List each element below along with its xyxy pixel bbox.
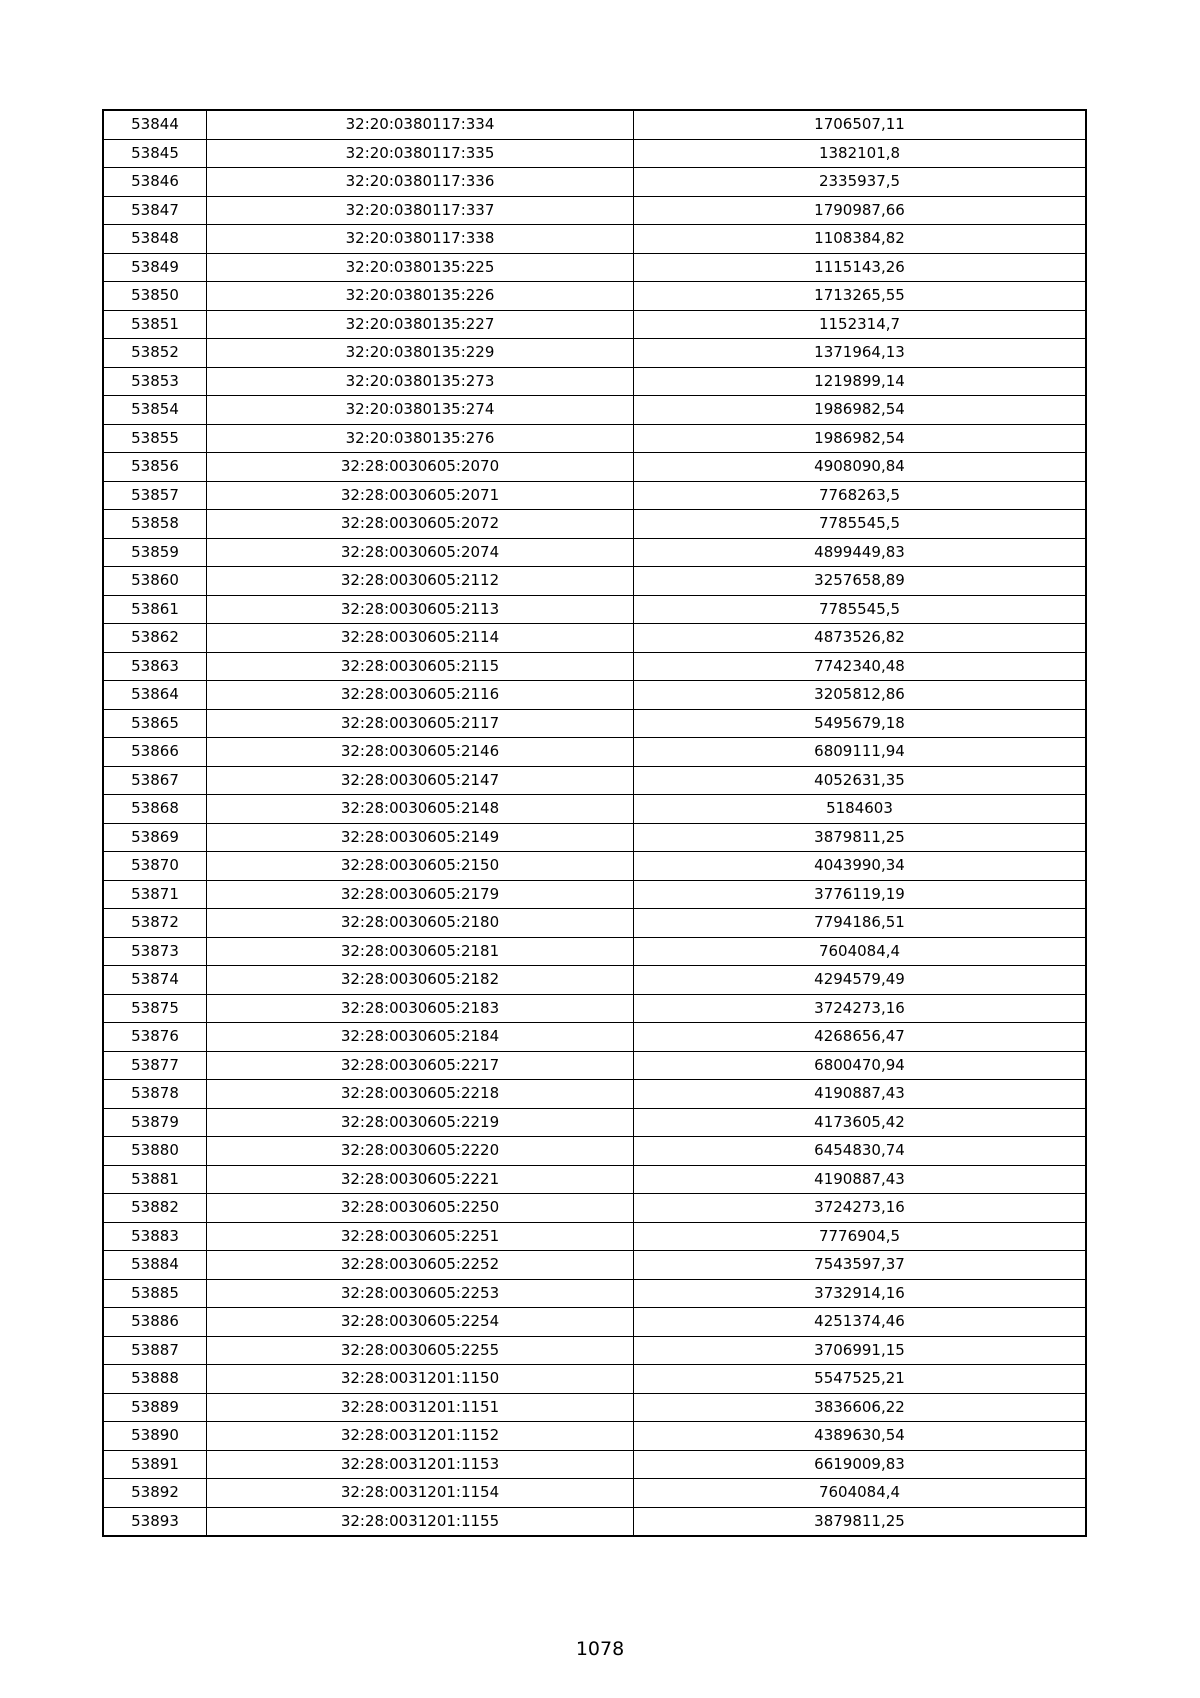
cadastral-number-cell: 32:20:0380135:225 <box>207 253 634 282</box>
row-number-cell: 53854 <box>104 396 207 425</box>
table-row <box>104 795 1086 824</box>
row-number-cell: 53862 <box>104 624 207 653</box>
value-cell: 4389630,54 <box>634 1422 1086 1451</box>
cadastral-number-cell: 32:28:0030605:2117 <box>207 709 634 738</box>
cadastral-number-cell: 32:20:0380117:337 <box>207 196 634 225</box>
cadastral-number-cell: 32:20:0380117:336 <box>207 168 634 197</box>
value-cell: 1115143,26 <box>634 253 1086 282</box>
table-row <box>104 339 1086 368</box>
cadastral-number-cell: 32:28:0031201:1150 <box>207 1365 634 1394</box>
table-row <box>104 111 1086 140</box>
cadastral-number-cell: 32:28:0030605:2113 <box>207 595 634 624</box>
table-row <box>104 624 1086 653</box>
row-number-cell: 53875 <box>104 994 207 1023</box>
table-row <box>104 253 1086 282</box>
value-cell: 3257658,89 <box>634 567 1086 596</box>
value-cell: 4899449,83 <box>634 538 1086 567</box>
cadastral-number-cell: 32:28:0030605:2147 <box>207 766 634 795</box>
table-row <box>104 424 1086 453</box>
table-row <box>104 453 1086 482</box>
row-number-cell: 53859 <box>104 538 207 567</box>
row-number-cell: 53847 <box>104 196 207 225</box>
value-cell: 1371964,13 <box>634 339 1086 368</box>
row-number-cell: 53889 <box>104 1393 207 1422</box>
value-cell: 1986982,54 <box>634 424 1086 453</box>
value-cell: 1108384,82 <box>634 225 1086 254</box>
row-number-cell: 53850 <box>104 282 207 311</box>
table-row <box>104 909 1086 938</box>
cadastral-number-cell: 32:20:0380135:226 <box>207 282 634 311</box>
value-cell: 7785545,5 <box>634 510 1086 539</box>
table-body <box>104 111 1086 1536</box>
value-cell: 2335937,5 <box>634 168 1086 197</box>
cadastral-number-cell: 32:28:0030605:2180 <box>207 909 634 938</box>
table-row <box>104 994 1086 1023</box>
cadastral-number-cell: 32:20:0380135:276 <box>207 424 634 453</box>
cadastral-number-cell: 32:28:0030605:2148 <box>207 795 634 824</box>
table-row <box>104 282 1086 311</box>
cadastral-number-cell: 32:28:0030605:2184 <box>207 1023 634 1052</box>
table-row <box>104 567 1086 596</box>
table-row <box>104 1365 1086 1394</box>
value-cell: 7742340,48 <box>634 652 1086 681</box>
value-cell: 3776119,19 <box>634 880 1086 909</box>
row-number-cell: 53887 <box>104 1336 207 1365</box>
table-row <box>104 396 1086 425</box>
table-row <box>104 1422 1086 1451</box>
row-number-cell: 53886 <box>104 1308 207 1337</box>
cadastral-number-cell: 32:20:0380135:273 <box>207 367 634 396</box>
cadastral-number-cell: 32:28:0030605:2072 <box>207 510 634 539</box>
cadastral-number-cell: 32:28:0030605:2149 <box>207 823 634 852</box>
value-cell: 7543597,37 <box>634 1251 1086 1280</box>
row-number-cell: 53874 <box>104 966 207 995</box>
table-row <box>104 1080 1086 1109</box>
cadastral-number-cell: 32:28:0030605:2251 <box>207 1222 634 1251</box>
table-row <box>104 1308 1086 1337</box>
cadastral-number-cell: 32:28:0031201:1151 <box>207 1393 634 1422</box>
value-cell: 7794186,51 <box>634 909 1086 938</box>
row-number-cell: 53890 <box>104 1422 207 1451</box>
value-cell: 1706507,11 <box>634 111 1086 140</box>
value-cell: 7776904,5 <box>634 1222 1086 1251</box>
row-number-cell: 53870 <box>104 852 207 881</box>
row-number-cell: 53880 <box>104 1137 207 1166</box>
cadastral-number-cell: 32:28:0030605:2074 <box>207 538 634 567</box>
cadastral-number-cell: 32:28:0030605:2221 <box>207 1165 634 1194</box>
cadastral-number-cell: 32:28:0030605:2181 <box>207 937 634 966</box>
row-number-cell: 53856 <box>104 453 207 482</box>
row-number-cell: 53858 <box>104 510 207 539</box>
cadastral-number-cell: 32:28:0030605:2150 <box>207 852 634 881</box>
cadastral-number-cell: 32:28:0030605:2146 <box>207 738 634 767</box>
row-number-cell: 53872 <box>104 909 207 938</box>
value-cell: 4052631,35 <box>634 766 1086 795</box>
row-number-cell: 53851 <box>104 310 207 339</box>
cadastral-number-cell: 32:28:0030605:2070 <box>207 453 634 482</box>
row-number-cell: 53865 <box>104 709 207 738</box>
value-cell: 4190887,43 <box>634 1080 1086 1109</box>
row-number-cell: 53885 <box>104 1279 207 1308</box>
row-number-cell: 53893 <box>104 1507 207 1536</box>
value-cell: 6619009,83 <box>634 1450 1086 1479</box>
cadastral-number-cell: 32:28:0031201:1154 <box>207 1479 634 1508</box>
table-row <box>104 1222 1086 1251</box>
table-row <box>104 1393 1086 1422</box>
cadastral-number-cell: 32:28:0031201:1152 <box>207 1422 634 1451</box>
table-row <box>104 310 1086 339</box>
value-cell: 4268656,47 <box>634 1023 1086 1052</box>
table-row <box>104 1336 1086 1365</box>
row-number-cell: 53878 <box>104 1080 207 1109</box>
table-row <box>104 225 1086 254</box>
table-row <box>104 538 1086 567</box>
cadastral-number-cell: 32:28:0030605:2071 <box>207 481 634 510</box>
cadastral-number-cell: 32:28:0031201:1153 <box>207 1450 634 1479</box>
table-row <box>104 1165 1086 1194</box>
row-number-cell: 53876 <box>104 1023 207 1052</box>
table-row <box>104 1251 1086 1280</box>
cadastral-number-cell: 32:28:0030605:2218 <box>207 1080 634 1109</box>
row-number-cell: 53866 <box>104 738 207 767</box>
table-row <box>104 1023 1086 1052</box>
value-cell: 4173605,42 <box>634 1108 1086 1137</box>
value-cell: 5495679,18 <box>634 709 1086 738</box>
page-number: 1078 <box>575 1638 625 1660</box>
table-row <box>104 1108 1086 1137</box>
table-row <box>104 196 1086 225</box>
row-number-cell: 53844 <box>104 111 207 140</box>
table-row <box>104 766 1086 795</box>
value-cell: 7785545,5 <box>634 595 1086 624</box>
row-number-cell: 53868 <box>104 795 207 824</box>
value-cell: 7768263,5 <box>634 481 1086 510</box>
value-cell: 3879811,25 <box>634 823 1086 852</box>
value-cell: 6454830,74 <box>634 1137 1086 1166</box>
value-cell: 6800470,94 <box>634 1051 1086 1080</box>
value-cell: 1713265,55 <box>634 282 1086 311</box>
value-cell: 4043990,34 <box>634 852 1086 881</box>
value-cell: 1152314,7 <box>634 310 1086 339</box>
row-number-cell: 53884 <box>104 1251 207 1280</box>
value-cell: 6809111,94 <box>634 738 1086 767</box>
row-number-cell: 53879 <box>104 1108 207 1137</box>
cadastral-number-cell: 32:28:0030605:2116 <box>207 681 634 710</box>
row-number-cell: 53857 <box>104 481 207 510</box>
cadastral-number-cell: 32:28:0030605:2182 <box>207 966 634 995</box>
cadastral-number-cell: 32:28:0030605:2255 <box>207 1336 634 1365</box>
row-number-cell: 53853 <box>104 367 207 396</box>
row-number-cell: 53871 <box>104 880 207 909</box>
table-row <box>104 1279 1086 1308</box>
table-row <box>104 1194 1086 1223</box>
table-row <box>104 1507 1086 1536</box>
value-cell: 7604084,4 <box>634 1479 1086 1508</box>
row-number-cell: 53845 <box>104 139 207 168</box>
cadastral-number-cell: 32:20:0380135:227 <box>207 310 634 339</box>
value-cell: 1219899,14 <box>634 367 1086 396</box>
row-number-cell: 53869 <box>104 823 207 852</box>
cadastral-number-cell: 32:20:0380117:334 <box>207 111 634 140</box>
cadastral-number-cell: 32:28:0030605:2114 <box>207 624 634 653</box>
row-number-cell: 53855 <box>104 424 207 453</box>
table-row <box>104 510 1086 539</box>
table-row <box>104 1450 1086 1479</box>
value-cell: 3205812,86 <box>634 681 1086 710</box>
row-number-cell: 53877 <box>104 1051 207 1080</box>
row-number-cell: 53883 <box>104 1222 207 1251</box>
row-number-cell: 53892 <box>104 1479 207 1508</box>
value-cell: 3836606,22 <box>634 1393 1086 1422</box>
row-number-cell: 53882 <box>104 1194 207 1223</box>
data-table <box>103 110 1086 1536</box>
value-cell: 4190887,43 <box>634 1165 1086 1194</box>
table-row <box>104 481 1086 510</box>
row-number-cell: 53867 <box>104 766 207 795</box>
cadastral-number-cell: 32:28:0030605:2183 <box>207 994 634 1023</box>
value-cell: 4873526,82 <box>634 624 1086 653</box>
row-number-cell: 53860 <box>104 567 207 596</box>
table-row <box>104 1137 1086 1166</box>
row-number-cell: 53861 <box>104 595 207 624</box>
value-cell: 5184603 <box>634 795 1086 824</box>
row-number-cell: 53852 <box>104 339 207 368</box>
cadastral-number-cell: 32:20:0380117:335 <box>207 139 634 168</box>
cadastral-number-cell: 32:20:0380135:274 <box>207 396 634 425</box>
cadastral-number-cell: 32:20:0380135:229 <box>207 339 634 368</box>
table-row <box>104 937 1086 966</box>
value-cell: 4251374,46 <box>634 1308 1086 1337</box>
value-cell: 4908090,84 <box>634 453 1086 482</box>
row-number-cell: 53873 <box>104 937 207 966</box>
cadastral-number-cell: 32:28:0030605:2253 <box>207 1279 634 1308</box>
value-cell: 3706991,15 <box>634 1336 1086 1365</box>
cadastral-number-cell: 32:28:0030605:2115 <box>207 652 634 681</box>
table-row <box>104 139 1086 168</box>
table-row <box>104 1479 1086 1508</box>
value-cell: 5547525,21 <box>634 1365 1086 1394</box>
cadastral-number-cell: 32:28:0030605:2179 <box>207 880 634 909</box>
row-number-cell: 53846 <box>104 168 207 197</box>
table-row <box>104 852 1086 881</box>
row-number-cell: 53848 <box>104 225 207 254</box>
table-row <box>104 709 1086 738</box>
value-cell: 3732914,16 <box>634 1279 1086 1308</box>
value-cell: 3724273,16 <box>634 994 1086 1023</box>
row-number-cell: 53849 <box>104 253 207 282</box>
table-row <box>104 652 1086 681</box>
table-row <box>104 681 1086 710</box>
table-row <box>104 1051 1086 1080</box>
table-row <box>104 880 1086 909</box>
value-cell: 1986982,54 <box>634 396 1086 425</box>
value-cell: 7604084,4 <box>634 937 1086 966</box>
cadastral-number-cell: 32:20:0380117:338 <box>207 225 634 254</box>
value-cell: 1382101,8 <box>634 139 1086 168</box>
row-number-cell: 53891 <box>104 1450 207 1479</box>
table-row <box>104 823 1086 852</box>
cadastral-number-cell: 32:28:0030605:2217 <box>207 1051 634 1080</box>
cadastral-number-cell: 32:28:0030605:2112 <box>207 567 634 596</box>
cadastral-number-cell: 32:28:0031201:1155 <box>207 1507 634 1536</box>
cadastral-number-cell: 32:28:0030605:2220 <box>207 1137 634 1166</box>
table-row <box>104 168 1086 197</box>
cadastral-number-cell: 32:28:0030605:2219 <box>207 1108 634 1137</box>
cadastral-number-cell: 32:28:0030605:2254 <box>207 1308 634 1337</box>
row-number-cell: 53881 <box>104 1165 207 1194</box>
table-row <box>104 595 1086 624</box>
table-row <box>104 367 1086 396</box>
row-number-cell: 53863 <box>104 652 207 681</box>
value-cell: 1790987,66 <box>634 196 1086 225</box>
cadastral-number-cell: 32:28:0030605:2250 <box>207 1194 634 1223</box>
value-cell: 3724273,16 <box>634 1194 1086 1223</box>
row-number-cell: 53864 <box>104 681 207 710</box>
value-cell: 3879811,25 <box>634 1507 1086 1536</box>
value-cell: 4294579,49 <box>634 966 1086 995</box>
table-row <box>104 966 1086 995</box>
cadastral-number-cell: 32:28:0030605:2252 <box>207 1251 634 1280</box>
row-number-cell: 53888 <box>104 1365 207 1394</box>
table-row <box>104 738 1086 767</box>
